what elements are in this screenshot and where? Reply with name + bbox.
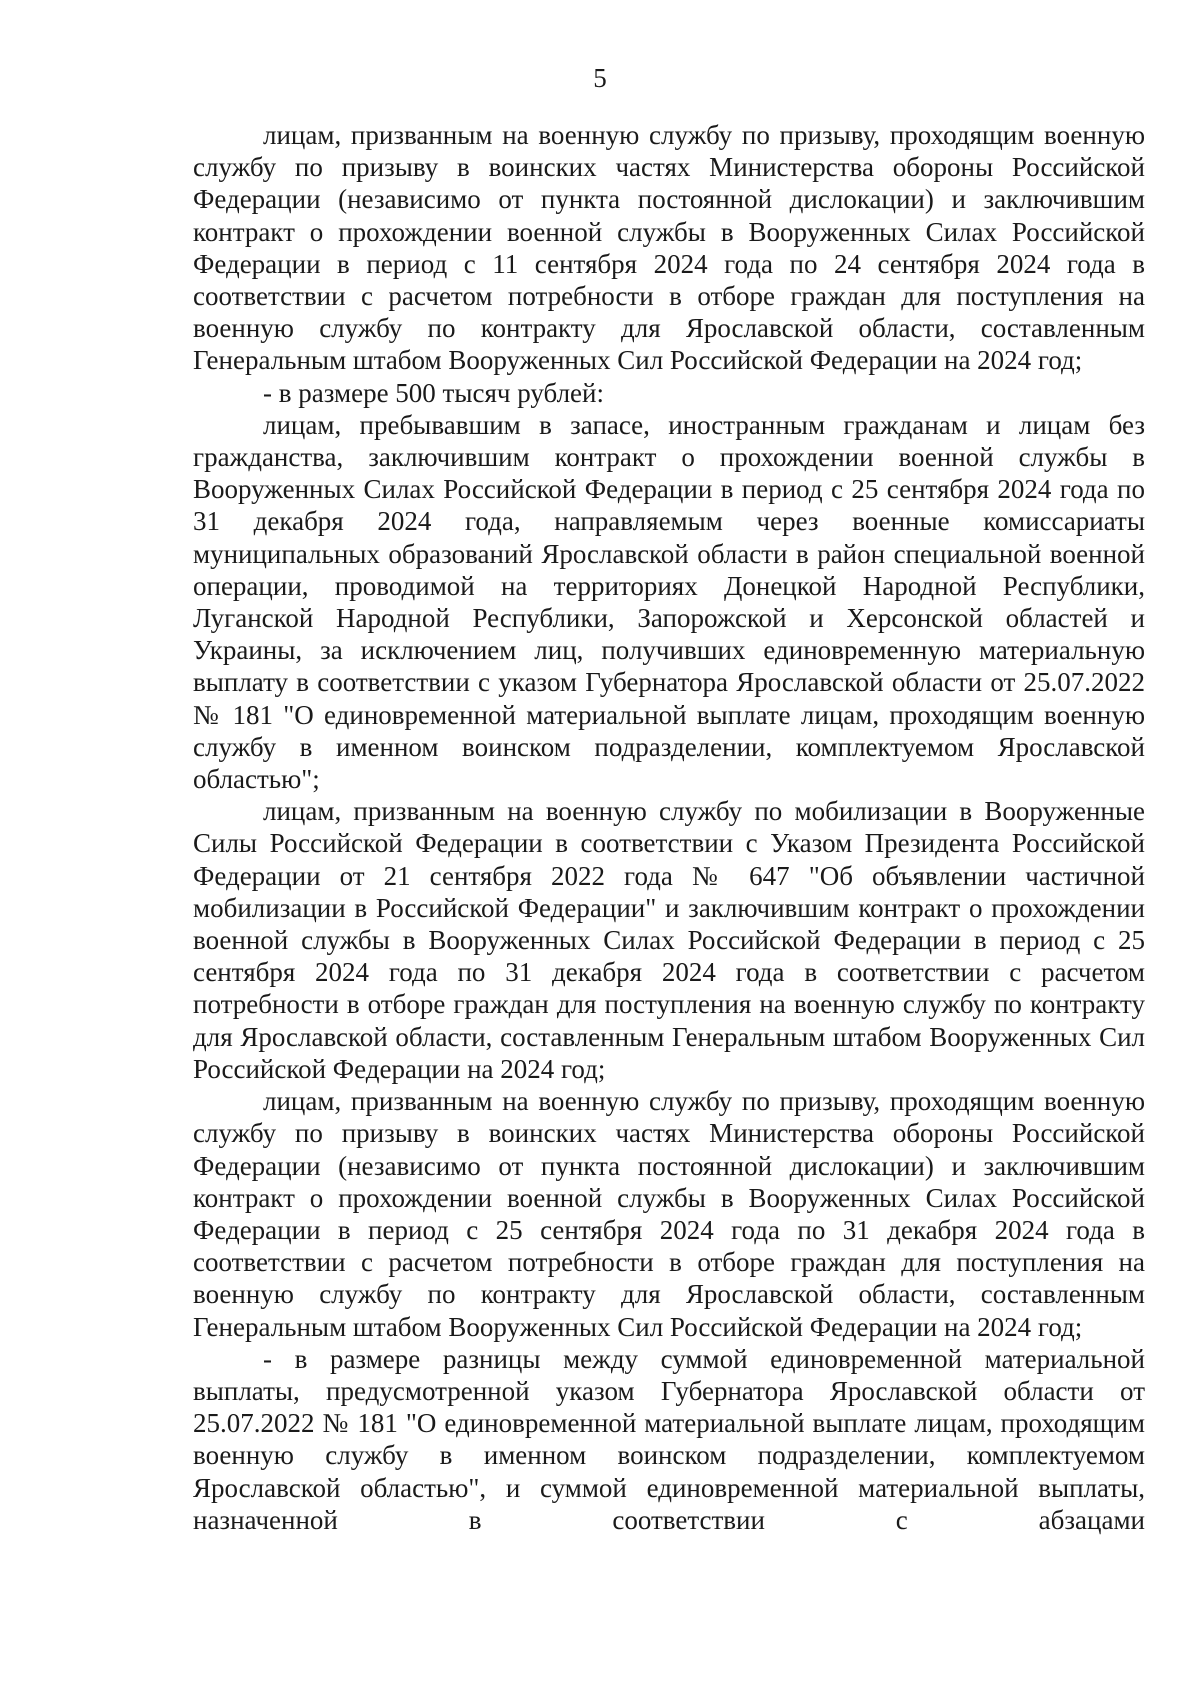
paragraph-conscripts-sep: лицам, призванным на военную службу по призыву, проходящим военную службу по призыву в воинских частях Министерства обороны Российской Федерации (независимо от пункта постоянной дислокации) и заключившим контракт о прохождении военной службы в Вооруженных Силах Российской Федерации в период с 11 сентября 2024 года по 24 сентября 2024 года в соответствии с расчетом потребности в отборе граждан для поступления на военную службу по контракту для Ярославской области, составленным Генеральным штабом Вооруженных Сил Российской Федерации на 2024 год; — [193, 120, 1145, 376]
page-number: 5 — [593, 63, 607, 93]
paragraph-amount-difference: - в размере разницы между суммой единовременной материальной выплаты, предусмотренной указом Губернатора Ярославской области от 25.07.2022 № 181 "О единовременной материальной выплате лицам, проходящим военную службу в именном воинском подразделении, комплектуемом Ярославской областью", и суммой единовременной материальной выплаты, назначенной в соответствии с абзацами — [193, 1343, 1145, 1535]
paragraph-conscripts-dec: лицам, призванным на военную службу по призыву, проходящим военную службу по призыву в воинских частях Министерства обороны Российской Федерации (независимо от пункта постоянной дислокации) и заключившим контракт о прохождении военной службы в Вооруженных Силах Российской Федерации в период с 25 сентября 2024 года по 31 декабря 2024 года в соответствии с расчетом потребности в отборе граждан для поступления на военную службу по контракту для Ярославской области, составленным Генеральным штабом Вооруженных Сил Российской Федерации на 2024 год; — [193, 1086, 1145, 1342]
paragraph-reservists: лицам, пребывавшим в запасе, иностранным гражданам и лицам без гражданства, заключившим контракт о прохождении военной службы в Вооруженных Силах Российской Федерации в период с 25 сентября 2024 года по 31 декабря 2024 года, направляемым через военные комиссариаты муниципальных образований Ярославской области в район специальной военной операции, проводимой на территориях Донецкой Народной Республики, Луганской Народной Республики, Запорожской и Херсонской областей и Украины, за исключением лиц, получивших единовременную материальную выплату в соответствии с указом Губернатора Ярославской области от 25.07.2022 № 181 "О единовременной материальной выплате лицам, проходящим военную службу в именном воинском подразделении, комплектуемом Ярославской областью"; — [193, 409, 1145, 795]
paragraph-mobilized: лицам, призванным на военную службу по мобилизации в Вооруженные Силы Российской Федерации в соответствии с Указом Президента Российской Федерации от 21 сентября 2022 года № 647 "Об объявлении частичной мобилизации в Российской Федерации" и заключившим контракт о прохождении военной службы в Вооруженных Силах Российской Федерации в период с 25 сентября 2024 года по 31 декабря 2024 года в соответствии с расчетом потребности в отборе граждан для поступления на военную службу по контракту для Ярославской области, составленным Генеральным штабом Вооруженных Сил Российской Федерации на 2024 год; — [193, 796, 1145, 1084]
document-body — [193, 119, 1145, 1536]
paragraph-amount-500: - в размере 500 тысяч рублей: — [263, 377, 604, 408]
